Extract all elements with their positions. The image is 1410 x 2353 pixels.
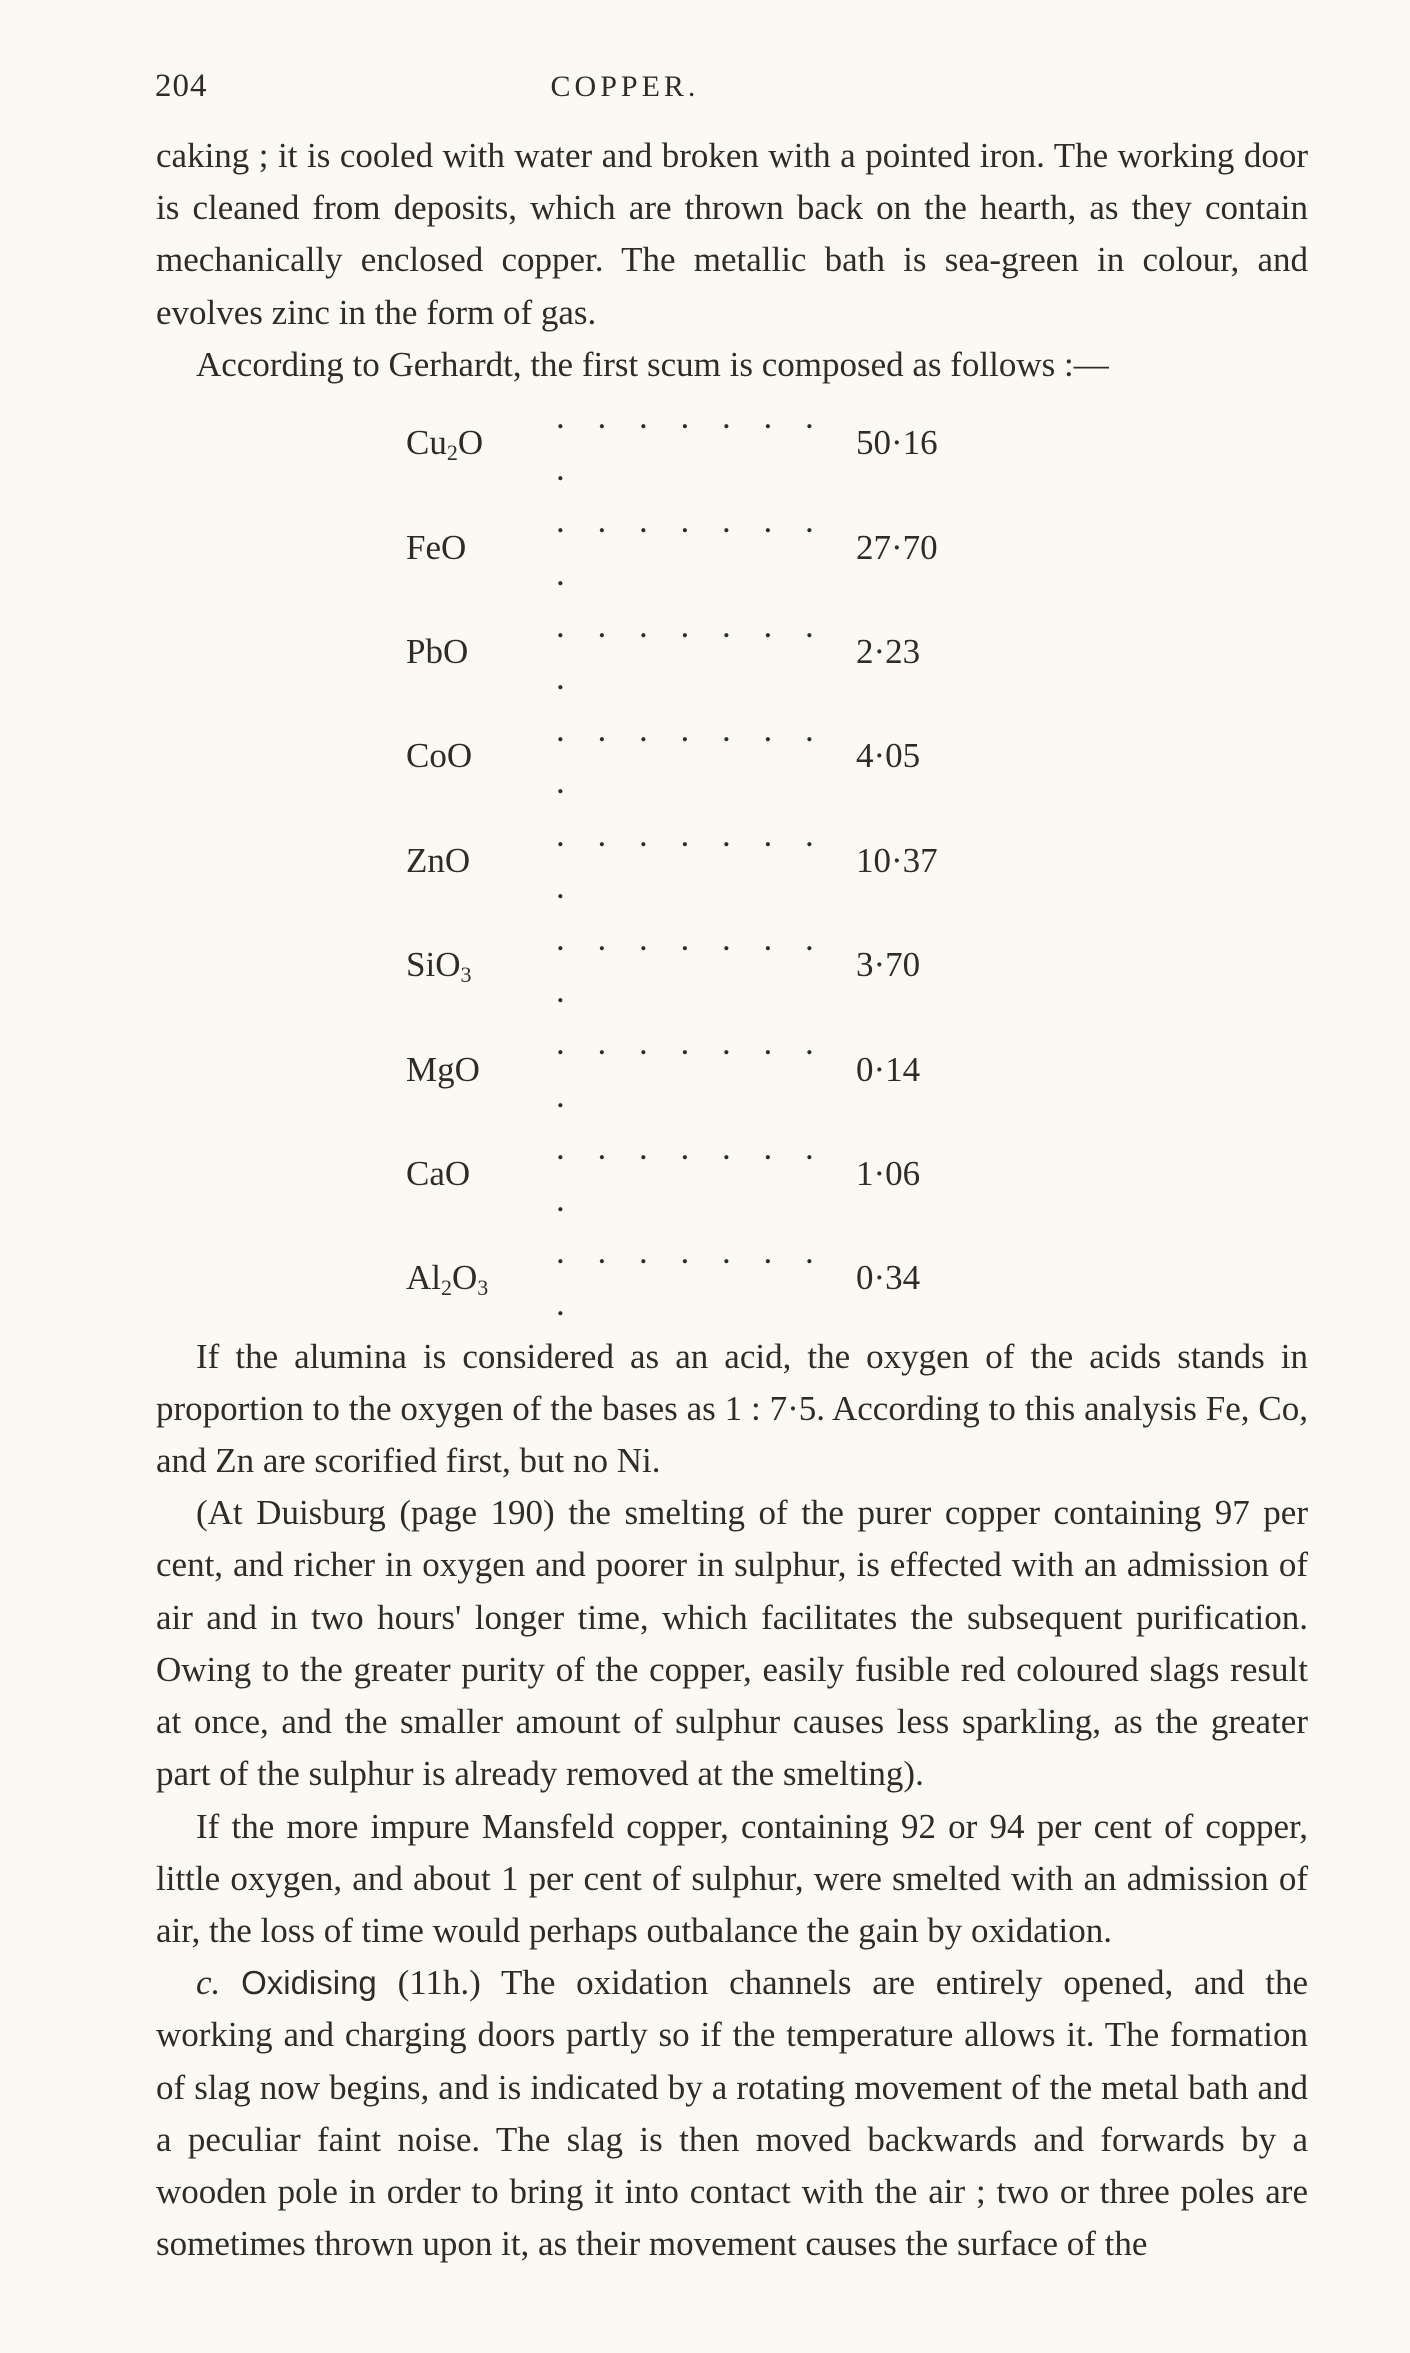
percentage-value: 10·37	[856, 840, 938, 880]
leader-dots: . . . . . . . .	[556, 710, 826, 802]
percentage-value: 27·70	[856, 527, 938, 567]
compound-formula: SiO$_3$	[406, 945, 472, 988]
paragraph: If the alumina is considered as an acid, the oxygen of the acids stands in proportion to the oxygen of the bases as 1 : 7·5. According to this analysis Fe, Co, and Zn are scorified first, but no Ni.	[156, 1336, 1308, 1481]
leader-dots: . . . . . . . .	[556, 1023, 826, 1115]
paragraph-oxidising	[156, 1957, 1308, 2270]
body-text	[156, 130, 1308, 2270]
percentage-value: 0·14	[856, 1049, 921, 1089]
scum-analysis-table	[406, 391, 996, 1331]
analysis-row	[406, 1017, 996, 1121]
section-text: (11h.) The oxidation channels are entirely opened, and the working and charging doors partly so if the temperature allows it. The formation of slag now begins, and is indicated by a rotating movement of the metal bath and a peculiar faint noise. The slag is then moved backwards and forwards by a wooden pole in order to bring it into contact with the air ; two or three poles are sometimes thrown upon it, as their movement causes the surface of the	[156, 1963, 1309, 2264]
percentage-value: 2·23	[856, 631, 921, 671]
analysis-row	[406, 809, 996, 913]
analysis-row	[406, 704, 996, 808]
leader-dots: . . . . . . . .	[556, 919, 826, 1011]
compound-formula: ZnO	[406, 840, 471, 880]
analysis-row	[406, 495, 996, 599]
percentage-value: 1·06	[856, 1153, 921, 1193]
leader-dots: . . . . . . . .	[556, 814, 826, 906]
section-heading: Oxidising	[241, 1964, 377, 2002]
leader-dots: . . . . . . . .	[556, 501, 826, 593]
compound-formula: MgO	[406, 1049, 480, 1089]
paragraph: According to Gerhardt, the first scum is composed as follows :—	[196, 344, 1109, 384]
paragraph: (At Duisburg (page 190) the smelting of the purer copper containing 97 per cent, and richer in oxygen and poorer in sulphur, is effected with an admission of air and in two hours' longer time, which facilitates the subsequent purification. Owing to the greater purity of the copper, easily fusible red coloured slags result at once, and the smaller amount of sulphur causes less sparkling, as the greater part of the sulphur is already removed at the smelting).	[156, 1493, 1308, 1794]
leader-dots: . . . . . . . .	[556, 605, 826, 698]
section-letter: c.	[196, 1963, 221, 2003]
compound-formula: CoO	[406, 736, 473, 776]
analysis-row	[406, 1122, 996, 1226]
analysis-row	[406, 391, 996, 495]
paragraph: caking ; it is cooled with water and broken with a pointed iron. The working door is cleaned from deposits, which are thrown back on the hearth, as they contain mechanically enclosed copper. The metallic bath is sea-green in colour, and evolves zinc in the form of gas.	[156, 136, 1308, 332]
percentage-value: 50·16	[856, 423, 938, 463]
analysis-row	[406, 600, 996, 704]
leader-dots: . . . . . . . .	[556, 397, 826, 489]
analysis-row	[406, 1226, 996, 1330]
leader-dots: . . . . . . . .	[556, 1232, 826, 1324]
analysis-row	[406, 913, 996, 1017]
compound-formula: FeO	[406, 527, 467, 567]
percentage-value: 0·34	[856, 1258, 921, 1298]
compound-formula: PbO	[406, 631, 469, 671]
percentage-value: 3·70	[856, 945, 921, 985]
running-title: COPPER.	[550, 70, 700, 103]
paragraph: If the more impure Mansfeld copper, containing 92 or 94 per cent of copper, little oxygen, and about 1 per cent of sulphur, were smelted with an admission of air, the loss of time would perhaps outbalance the gain by oxidation.	[156, 1806, 1308, 1950]
leader-dots: . . . . . . . .	[556, 1127, 826, 1220]
compound-formula: $Cu_2O$	[406, 423, 484, 466]
page-number: 204	[155, 68, 208, 104]
compound-formula: CaO	[406, 1153, 471, 1193]
percentage-value: 4·05	[856, 736, 921, 776]
compound-formula: $Al_2O_3$	[406, 1258, 489, 1301]
